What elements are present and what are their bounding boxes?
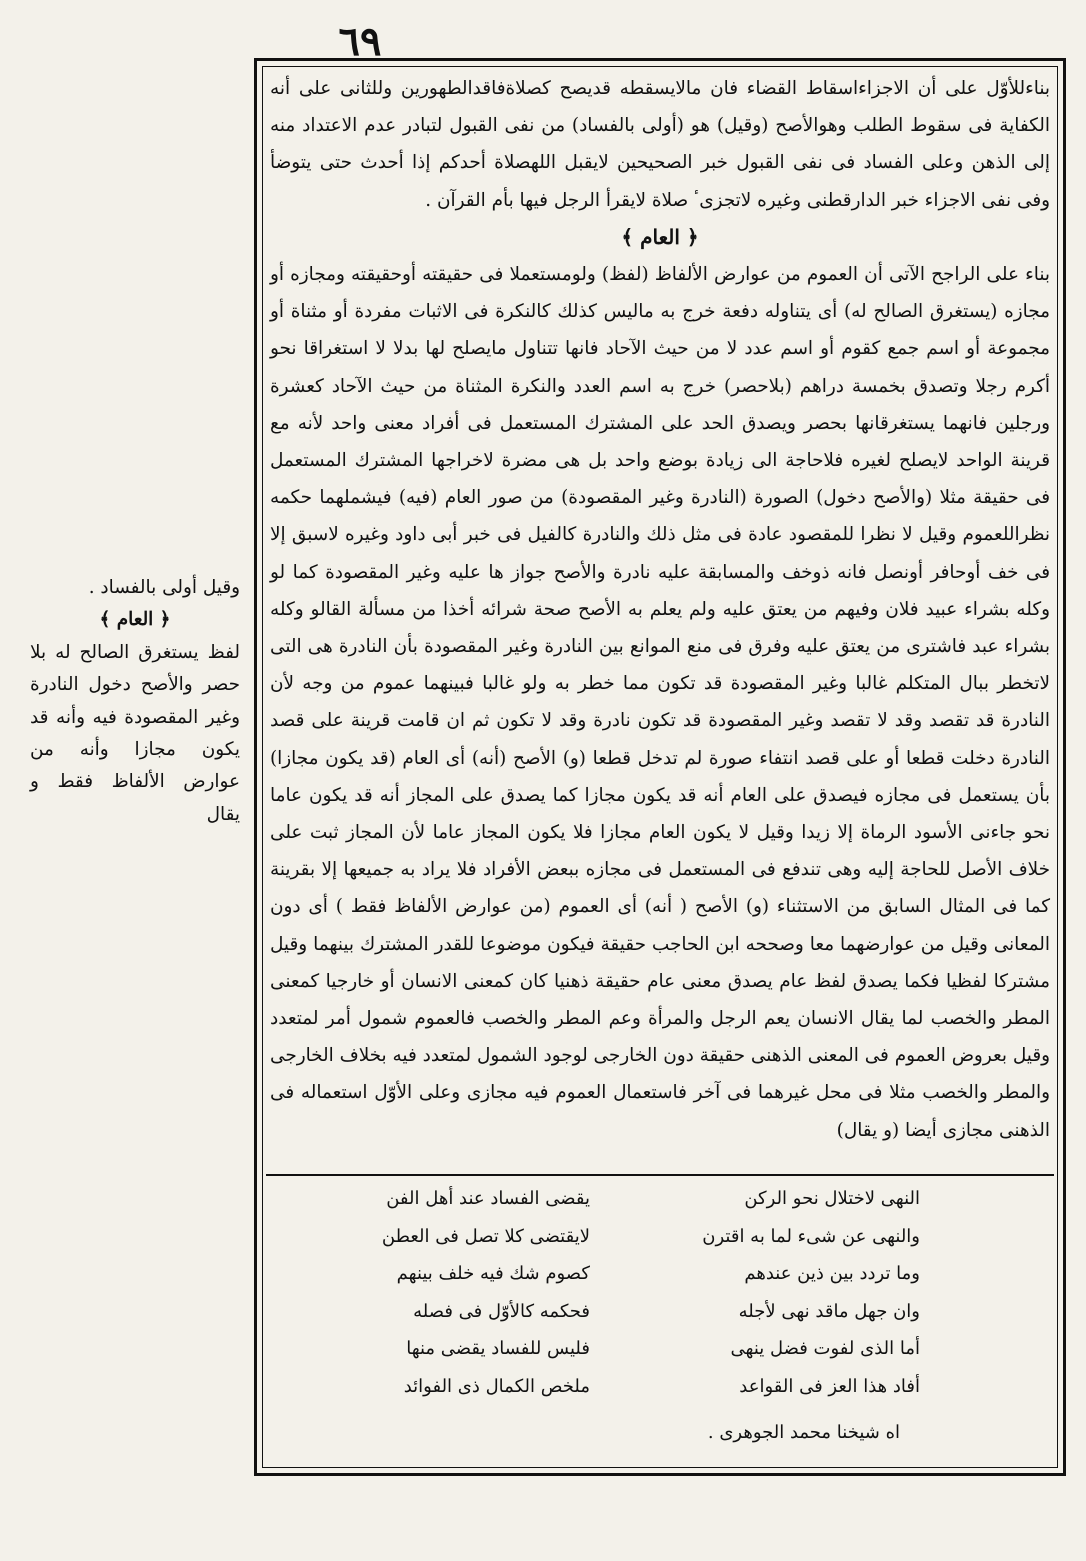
poem-second-hemistich: فليس للفساد يقضى منها — [406, 1338, 590, 1359]
footnote-poem — [300, 1180, 920, 1405]
poem-second-hemistich: يقضى الفساد عند أهل الفن — [386, 1188, 590, 1209]
margin-text — [30, 572, 240, 831]
page-number: ٦٩ — [338, 18, 382, 65]
section-heading: ﴿ العام ﴾ — [621, 224, 699, 249]
poem-second-hemistich: فحكمه كالأوّل فى فصله — [413, 1300, 590, 1322]
footnote-divider — [266, 1174, 1054, 1176]
main-paragraph-2: بناء على الراجح الآتى أن العموم من عوارض الألفاظ (لفظ) ولومستعملا فى حقيقته أوحقيقته ومجازه أو مجازه (يستغرق الصالح له) أى يتناوله دفعة خرج به ماليس كذلك كالنكرة فى الاثبات مفردة أو مثناة أو مجموعة أو اسم جمع كقوم أو اسم عدد لا من حيث الآحاد فانها تتناول مايصلح لها بدلا لا استغراقا نحو أكرم رجلا وتصدق بخمسة دراهم (بلاحصر) خرج به اسم العدد والنكرة المثناة من حيث الآحاد كعشرة ورجلين فانهما يستغرقانها بحصر ويصدق الحد على المشترك المستعمل فى أفراد معنى واحد لأنه مع قرينة الواحد لايصلح لغيره فلاحاجة الى زيادة بوضع واحد بل هى مضرة لاخراجها المشترك المستعمل فى حقيقة مثلا (والأصح دخول) الصورة (النادرة وغير المقصودة) من صور العام (فيه) فيشملهما حكمه نظراللعموم وقيل لا نظرا للمقصود عادة فى مثل ذلك والنادرة كالفيل فى خبر أبى داود وغيره لاسبق إلا فى خف أوحافر أونصل فانه ذوخف والمسابقة عليه نادرة والأصح جواز ها عليه وغير المقصودة كما لو وكله بشراء عبيد فلان وفيهم من يعتق عليه ولم يعلم به الأصح صحة شرائه أخذا من مسألة القالو وكله بشراء عبد فاشترى من يعتق عليه وفرق فى منع الموانع بين النادرة وغير المقصودة بأن النادرة هى التى لاتخطر ببال المتكلم غالبا وغير المقصودة قد تكون مما خطر به ولو غالبا فبينهما عموم من وجه لأن النادرة قد تقصد وقد لا تقصد وغير المقصودة قد تكون نادرة وقد لا تكون ثم ان قامت قرينة على قصد النادرة دخلت قطعا أو على قصد انتفاء صورة لم تدخل قطعا (و) الأصح (أنه) أى العام (قد يكون مجازا) بأن يستعمل فى مجازه فيصدق على العام أنه قد يكون مجازا كما يصدق على المجاز أنه قد يكون عاما نحو جاءنى الأسود الرماة إلا زيدا وقيل لا يكون العام مجازا فلا يكون المجاز عاما لأن المجاز ثبت على خلاف الأصل للحاجة إليه وهى تندفع فى المستعمل فى مجازه ببعض الأفراد فلا يراد به جميعها إلا بقرينة كما فى المثال السابق من الاستثناء (و) الأصح ( أنه) أى العموم (من عوارض الألفاظ فقط ) أى دون المعانى وقيل من عوارضهما معا وصححه ابن الحاجب حقيقة فيكون موضوعا للقدر المشترك بينهما وقيل مشتركا لفظيا فكما يصدق لفظ عام يصدق معنى عام حقيقة ذهنيا كان كمعنى الانسان أو خارجيا كمعنى المطر والخصب لما يقال الانسان يعم الرجل والمرأة وعم المطر والخصب فالعموم شمول أمر لمتعدد وقيل بعروض العموم فى المعنى الذهنى حقيقة دون الخارجى لوجود الشمول لمتعدد فيه بخلاف الخارجى والمطر والخصب مثلا فى محل غيرهما فى آخر فاستعمال العموم فيه مجازى وعلى الأوّل استعماله فى الذهنى مجازى أيضا (و يقال) — [270, 264, 1051, 1141]
poem-verse — [300, 1293, 920, 1331]
main-paragraph-1: بناءللأوّل على أن الاجزاءاسقاط القضاء فان مالايسقطه قديصح كصلاةفاقدالطهورين وللثانى على أنه الكفاية فى سقوط الطلب وهوالأصح (وقيل) هو (أولى بالفساد) من نفى القبول لتبادر عدم الاعتداد منه إلى الذهن وعلى الفساد فى نفى القبول خبر الصحيحين لايقبل اللهصلاة أحدكم إذا أحدث حتى يتوضأ وفى نفى الاجزاء خبر الدارقطنى وغيره لاتجزىٴ صلاة لايقرأ الرجل فيها بأم القرآن . — [270, 78, 1050, 211]
footnote-signature: اه شيخنا محمد الجوهرى . — [707, 1422, 900, 1443]
poem-first-hemistich: النهى لاختلال نحو الركن — [744, 1188, 920, 1209]
poem-second-hemistich: كصوم شك فيه خلف بينهم — [396, 1263, 590, 1284]
main-commentary — [270, 70, 1050, 1149]
poem-second-hemistich: لايقتضى كلا تصل فى العطن — [381, 1225, 590, 1247]
poem-verse — [300, 1368, 920, 1406]
poem-verse — [300, 1180, 920, 1218]
poem-first-hemistich: أما الذى لفوت فضل ينهى — [730, 1338, 920, 1359]
margin-line: وقيل أولى بالفساد . — [88, 577, 240, 598]
margin-heading: ﴿ العام ﴾ — [99, 609, 171, 631]
poem-verse — [300, 1255, 920, 1293]
poem-first-hemistich: وان جهل ماقد نهى لأجله — [738, 1300, 920, 1322]
poem-verse — [300, 1330, 920, 1368]
poem-second-hemistich: ملخص الكمال ذى الفوائد — [403, 1375, 590, 1397]
poem-verse — [300, 1218, 920, 1256]
poem-first-hemistich: أفاد هذا العز فى القواعد — [739, 1375, 920, 1397]
poem-first-hemistich: والنهى عن شىء لما به اقترن — [702, 1225, 920, 1247]
poem-first-hemistich: وما تردد بين ذين عندهم — [744, 1263, 920, 1284]
margin-paragraph: لفظ يستغرق الصالح له بلا حصر والأصح دخول النادرة وغير المقصودة فيه وأنه قد يكون مجازا وأنه من عوارض الألفاظ فقط و يقال — [30, 641, 240, 825]
